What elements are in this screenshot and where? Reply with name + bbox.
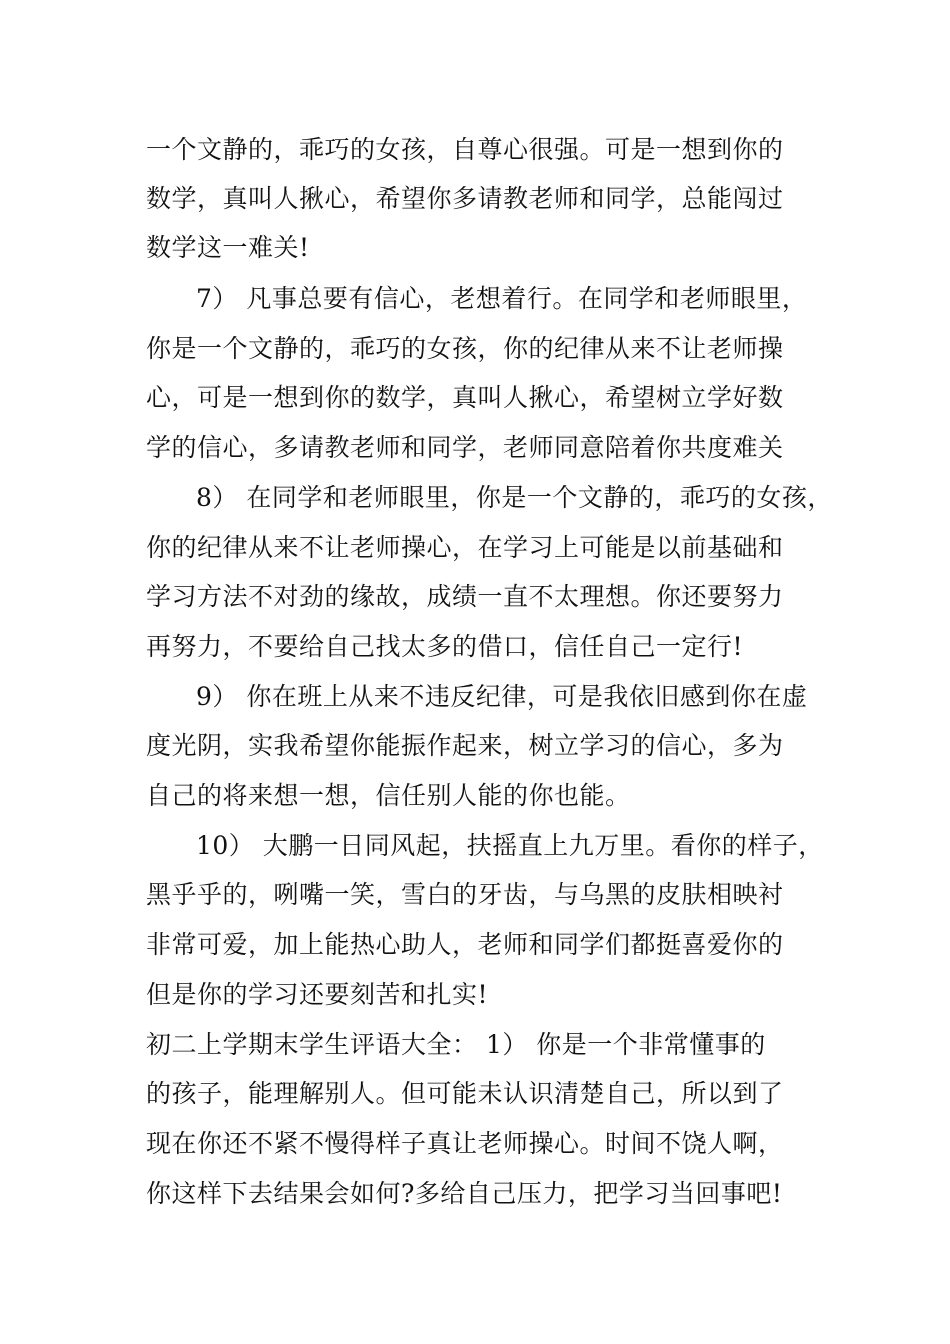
- text-line: 度光阴，实我希望你能振作起来，树立学习的信心，多为: [146, 731, 784, 760]
- text-line: 8） 在同学和老师眼里，你是一个文静的，乖巧的女孩，: [196, 483, 833, 512]
- text-line: 7） 凡事总要有信心，老想着行。在同学和老师眼里，: [196, 284, 808, 313]
- text-line: 你是一个文静的，乖巧的女孩，你的纪律从来不让老师操: [146, 334, 784, 363]
- text-line: 数学，真叫人揪心，希望你多请教老师和同学，总能闯过: [146, 184, 784, 213]
- text-line: 9） 你在班上从来不违反纪律，可是我依旧感到你在虚: [196, 682, 808, 711]
- text-line: 再努力，不要给自己找太多的借口，信任自己一定行!: [146, 632, 744, 661]
- text-line: 你的纪律从来不让老师操心，在学习上可能是以前基础和: [146, 533, 784, 562]
- text-line: 你这样下去结果会如何?多给自己压力，把学习当回事吧!: [146, 1179, 783, 1208]
- text-line: 数学这一难关!: [146, 233, 310, 262]
- text-line: 非常可爱，加上能热心助人，老师和同学们都挺喜爱你的: [146, 930, 784, 959]
- text-line: 心，可是一想到你的数学，真叫人揪心，希望树立学好数: [146, 383, 784, 412]
- text-line: 学的信心，多请教老师和同学，老师同意陪着你共度难关: [146, 433, 784, 462]
- text-line: 的孩子，能理解别人。但可能未认识清楚自己，所以到了: [146, 1079, 784, 1108]
- text-line: 黑乎乎的，咧嘴一笑，雪白的牙齿，与乌黑的皮肤相映衬: [146, 880, 784, 909]
- text-line: 学习方法不对劲的缘故，成绩一直不太理想。你还要努力: [146, 582, 784, 611]
- text-line: 10） 大鹏一日同风起，扶摇直上九万里。看你的样子，: [196, 831, 824, 860]
- text-line: 自己的将来想一想，信任别人能的你也能。: [146, 781, 631, 810]
- text-line: 但是你的学习还要刻苦和扎实!: [146, 980, 489, 1009]
- text-line: 现在你还不紧不慢得样子真让老师操心。时间不饶人啊，: [146, 1129, 784, 1158]
- text-line: 初二上学期末学生评语大全： 1） 你是一个非常懂事的: [146, 1030, 766, 1059]
- text-line: 一个文静的，乖巧的女孩，自尊心很强。可是一想到你的: [146, 135, 784, 164]
